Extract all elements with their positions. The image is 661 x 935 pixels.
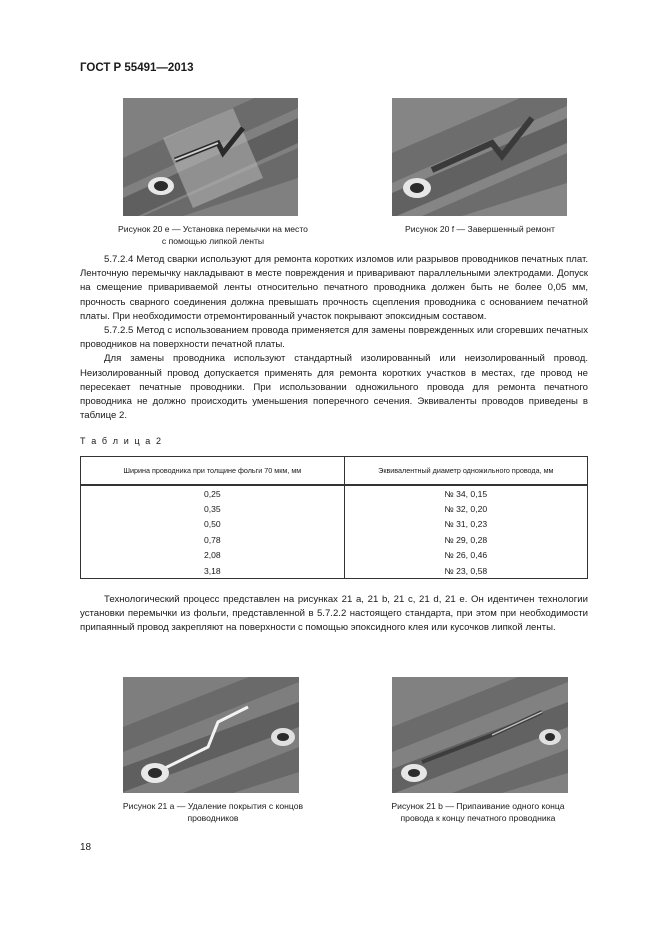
paragraph: 5.7.2.5 Метод с использованием провода применяется для замены поврежденных или сгоревших печатных проводников на поверхности печатной платы. <box>80 325 588 351</box>
figure-21a-image <box>123 677 299 793</box>
caption-line: Рисунок 21 b — Припаивание одного конца <box>391 801 565 811</box>
figure-21b-caption <box>360 800 596 824</box>
figure-20e-image <box>123 98 298 216</box>
table-row <box>81 548 588 563</box>
table-row <box>81 532 588 547</box>
document-header: ГОСТ Р 55491—2013 <box>80 62 194 74</box>
table-row <box>81 517 588 532</box>
caption-line: с помощью липкой ленты <box>161 236 265 246</box>
table-header-cell: Эквивалентный диаметр одножильного провода, мм <box>344 457 587 486</box>
caption-line: Рисунок 21 a — Удаление покрытия с концов <box>122 801 304 811</box>
body-text-after-table <box>80 593 588 636</box>
paragraph: Для замены проводника используют стандартный изолированный или неизолированный провод. Неизолированный провод допускается применять для ремонта коротких участков в местах, где провод не пересекает печатные проводники. При использовании одножильного провода для ремонта печатного проводника не должно происходить уменьшения поперечного сечения. Эквиваленты проводов приведены в таблице 2. <box>80 353 588 422</box>
table-cell: № 34, 0,15 <box>344 485 587 501</box>
table-row <box>81 501 588 516</box>
figure-20f-caption <box>370 223 590 235</box>
table-cell: № 31, 0,23 <box>344 517 587 532</box>
caption-line: провода к концу печатного проводника <box>400 813 556 823</box>
table-cell: № 32, 0,20 <box>344 501 587 516</box>
table-cell: 0,78 <box>81 532 345 547</box>
table-cell: 0,35 <box>81 501 345 516</box>
table-row <box>81 485 588 501</box>
figure-21a-caption <box>95 800 331 824</box>
table-cell: № 23, 0,58 <box>344 563 587 579</box>
caption-line: Рисунок 20 е — Установка перемычки на место <box>118 224 308 234</box>
table-cell: № 29, 0,28 <box>344 532 587 547</box>
figure-20f-image <box>392 98 567 216</box>
figure-21b-image <box>392 677 568 793</box>
table-header-cell: Ширина проводника при толщине фольги 70 мкм, мм <box>81 457 345 486</box>
table-cell: 0,50 <box>81 517 345 532</box>
paragraph: 5.7.2.4 Метод сварки используют для ремонта коротких изломов или разрывов проводников печатных плат. Ленточную перемычку накладывают в месте повреждения и приваривают параллельными электродами. Допуск на смещение привариваемой ленты относительно печатного проводника должен быть не более 0,05 мм, прочность сварного соединения должна превышать прочность сцепления проводника с основанием печатной платы. При необходимости отремонтированный участок покрывают эпоксидным составом. <box>80 254 588 322</box>
wire-equivalents-table <box>80 456 588 579</box>
table-title: Т а б л и ц а 2 <box>80 436 163 446</box>
table-cell: 3,18 <box>81 563 345 579</box>
table-cell: № 26, 0,46 <box>344 548 587 563</box>
table-row <box>81 563 588 579</box>
table-cell: 2,08 <box>81 548 345 563</box>
table-cell: 0,25 <box>81 485 345 501</box>
body-text <box>80 253 588 423</box>
page-number: 18 <box>80 842 92 853</box>
caption-line: Рисунок 20 f — Завершенный ремонт <box>405 224 555 234</box>
figure-20e-caption <box>95 223 331 247</box>
paragraph: Технологический процесс представлен на рисунках 21 a, 21 b, 21 c, 21 d, 21 e. Он идентичен технологии установки перемычки из фольги, представленной в 5.7.2.2 настоящего стандарта, при этом при необходимости припаянный провод закрепляют на поверхности с помощью эпоксидного клея или кусочков липкой ленты. <box>80 594 588 634</box>
caption-line: проводников <box>187 813 239 823</box>
